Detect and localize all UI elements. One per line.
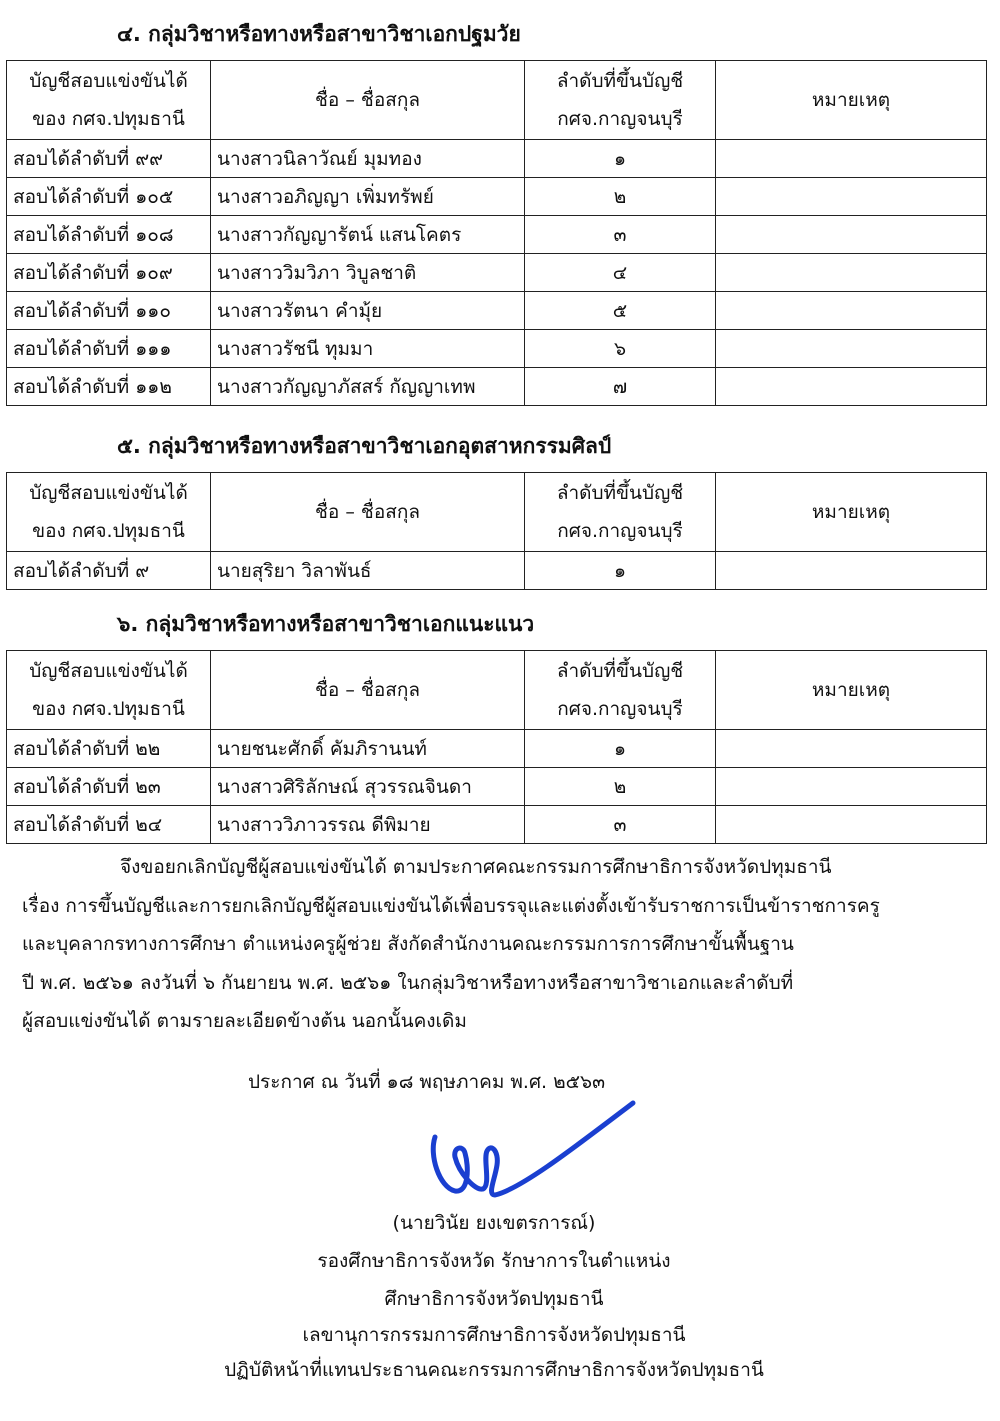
header-exam-list: บัญชีสอบแข่งขันได้ ของ กศจ.ปทุมธานี xyxy=(7,61,211,140)
table-row xyxy=(7,806,987,844)
header-remarks: หมายเหตุ xyxy=(716,473,987,552)
table-row xyxy=(7,292,987,330)
header-order-number: ลำดับที่ขึ้นบัญชี กศจ.กาญจนบุรี xyxy=(525,651,716,730)
table-header-row xyxy=(7,651,987,730)
paragraph-line: ปี พ.ศ. ๒๕๖๑ ลงวันที่ ๖ กันยายน พ.ศ. ๒๕๖๑ ในกลุ่มวิชาหรือทางหรือสาขาวิชาเอกและลำดับที่ xyxy=(22,971,794,994)
note-cell xyxy=(716,254,987,292)
table-row xyxy=(7,368,987,406)
note-cell xyxy=(716,216,987,254)
rank-cell: สอบได้ลำดับที่ ๑๑๐ xyxy=(7,292,211,330)
table-row xyxy=(7,216,987,254)
rank-cell: สอบได้ลำดับที่ ๙ xyxy=(7,552,211,590)
note-cell xyxy=(716,806,987,844)
announcement-date: ประกาศ ณ วันที่ ๑๘ พฤษภาคม พ.ศ. ๒๕๖๓ xyxy=(248,1071,606,1093)
note-cell xyxy=(716,178,987,216)
section-6-heading: ๖. กลุ่มวิชาหรือทางหรือสาขาวิชาเอกแนะแนว xyxy=(117,612,535,636)
header-order-number: ลำดับที่ขึ้นบัญชี กศจ.กาญจนบุรี xyxy=(525,473,716,552)
paragraph-line: เรื่อง การขึ้นบัญชีและการยกเลิกบัญชีผู้สอบแข่งขันได้เพื่อบรรจุและแต่งตั้งเข้ารับราชการเป็นข้าราชการครู xyxy=(22,894,880,917)
section-6-table xyxy=(6,650,987,844)
table-header-row xyxy=(7,473,987,552)
note-cell xyxy=(716,768,987,806)
order-cell: ๑ xyxy=(525,730,716,768)
name-cell: นางสาวนิลาวัณย์ มุมทอง xyxy=(211,140,525,178)
note-cell xyxy=(716,552,987,590)
closing-paragraph xyxy=(22,848,962,1041)
note-cell xyxy=(716,140,987,178)
rank-cell: สอบได้ลำดับที่ ๑๐๘ xyxy=(7,216,211,254)
table-header-row xyxy=(7,61,987,140)
name-cell: นางสาวศิริลักษณ์ สุวรรณจินดา xyxy=(211,768,525,806)
name-cell: นางสาวอภิญญา เพิ่มทรัพย์ xyxy=(211,178,525,216)
order-cell: ๖ xyxy=(525,330,716,368)
name-cell: นายชนะศักดิ์ คัมภิรานนท์ xyxy=(211,730,525,768)
order-cell: ๑ xyxy=(525,140,716,178)
order-cell: ๓ xyxy=(525,216,716,254)
table-row xyxy=(7,768,987,806)
rank-cell: สอบได้ลำดับที่ ๑๐๙ xyxy=(7,254,211,292)
order-cell: ๑ xyxy=(525,552,716,590)
order-cell: ๒ xyxy=(525,768,716,806)
order-cell: ๔ xyxy=(525,254,716,292)
order-cell: ๗ xyxy=(525,368,716,406)
paragraph-line: จึงขอยกเลิกบัญชีผู้สอบแข่งขันได้ ตามประกาศคณะกรรมการศึกษาธิการจังหวัดปทุมธานี xyxy=(120,856,832,878)
order-cell: ๒ xyxy=(525,178,716,216)
signer-title-4: ปฏิบัติหน้าที่แทนประธานคณะกรรมการศึกษาธิการจังหวัดปทุมธานี xyxy=(224,1359,764,1381)
signer-title-2: ศึกษาธิการจังหวัดปทุมธานี xyxy=(384,1288,604,1310)
note-cell xyxy=(716,292,987,330)
rank-cell: สอบได้ลำดับที่ ๒๓ xyxy=(7,768,211,806)
signer-title-3: เลขานุการกรรมการศึกษาธิการจังหวัดปทุมธานี xyxy=(302,1324,686,1346)
rank-cell: สอบได้ลำดับที่ ๒๔ xyxy=(7,806,211,844)
table-row xyxy=(7,330,987,368)
section-4-table xyxy=(6,60,987,406)
rank-cell: สอบได้ลำดับที่ ๑๐๕ xyxy=(7,178,211,216)
header-exam-list: บัญชีสอบแข่งขันได้ ของ กศจ.ปทุมธานี xyxy=(7,651,211,730)
rank-cell: สอบได้ลำดับที่ ๙๙ xyxy=(7,140,211,178)
name-cell: นางสาวรัชนี ทุมมา xyxy=(211,330,525,368)
table-row xyxy=(7,254,987,292)
name-cell: นางสาวรัตนา คำมุ้ย xyxy=(211,292,525,330)
order-cell: ๓ xyxy=(525,806,716,844)
paragraph-line: ผู้สอบแข่งขันได้ ตามรายละเอียดข้างต้น นอกนั้นคงเดิม xyxy=(22,1010,467,1032)
table-row xyxy=(7,140,987,178)
name-cell: นางสาวกัญญาภัสสร์ กัญญาเทพ xyxy=(211,368,525,406)
rank-cell: สอบได้ลำดับที่ ๑๑๑ xyxy=(7,330,211,368)
header-order-number: ลำดับที่ขึ้นบัญชี กศจ.กาญจนบุรี xyxy=(525,61,716,140)
section-5-heading: ๕. กลุ่มวิชาหรือทางหรือสาขาวิชาเอกอุตสาหกรรมศิลป์ xyxy=(117,434,612,458)
table-row xyxy=(7,552,987,590)
header-remarks: หมายเหตุ xyxy=(716,651,987,730)
handwritten-signature xyxy=(425,1095,655,1205)
name-cell: นางสาววิภาวรรณ ดีพิมาย xyxy=(211,806,525,844)
note-cell xyxy=(716,368,987,406)
table-row xyxy=(7,730,987,768)
rank-cell: สอบได้ลำดับที่ ๒๒ xyxy=(7,730,211,768)
header-exam-list: บัญชีสอบแข่งขันได้ ของ กศจ.ปทุมธานี xyxy=(7,473,211,552)
name-cell: นางสาวกัญญารัตน์ แสนโคตร xyxy=(211,216,525,254)
header-remarks: หมายเหตุ xyxy=(716,61,987,140)
signer-title-1: รองศึกษาธิการจังหวัด รักษาการในตำแหน่ง xyxy=(317,1250,671,1272)
name-cell: นางสาววิมวิภา วิบูลชาติ xyxy=(211,254,525,292)
section-4-heading: ๔. กลุ่มวิชาหรือทางหรือสาขาวิชาเอกปฐมวัย xyxy=(117,22,521,46)
paragraph-line: และบุคลากรทางการศึกษา ตำแหน่งครูผู้ช่วย สังกัดสำนักงานคณะกรรมการการศึกษาขั้นพื้นฐาน xyxy=(22,933,794,955)
note-cell xyxy=(716,730,987,768)
section-5-table xyxy=(6,472,987,590)
table-row xyxy=(7,178,987,216)
order-cell: ๕ xyxy=(525,292,716,330)
note-cell xyxy=(716,330,987,368)
header-full-name: ชื่อ – ชื่อสกุล xyxy=(211,473,525,552)
signer-name: (นายวินัย ยงเขตรการณ์) xyxy=(392,1212,596,1234)
rank-cell: สอบได้ลำดับที่ ๑๑๒ xyxy=(7,368,211,406)
header-full-name: ชื่อ – ชื่อสกุล xyxy=(211,651,525,730)
header-full-name: ชื่อ – ชื่อสกุล xyxy=(211,61,525,140)
name-cell: นายสุริยา วิลาพันธ์ xyxy=(211,552,525,590)
